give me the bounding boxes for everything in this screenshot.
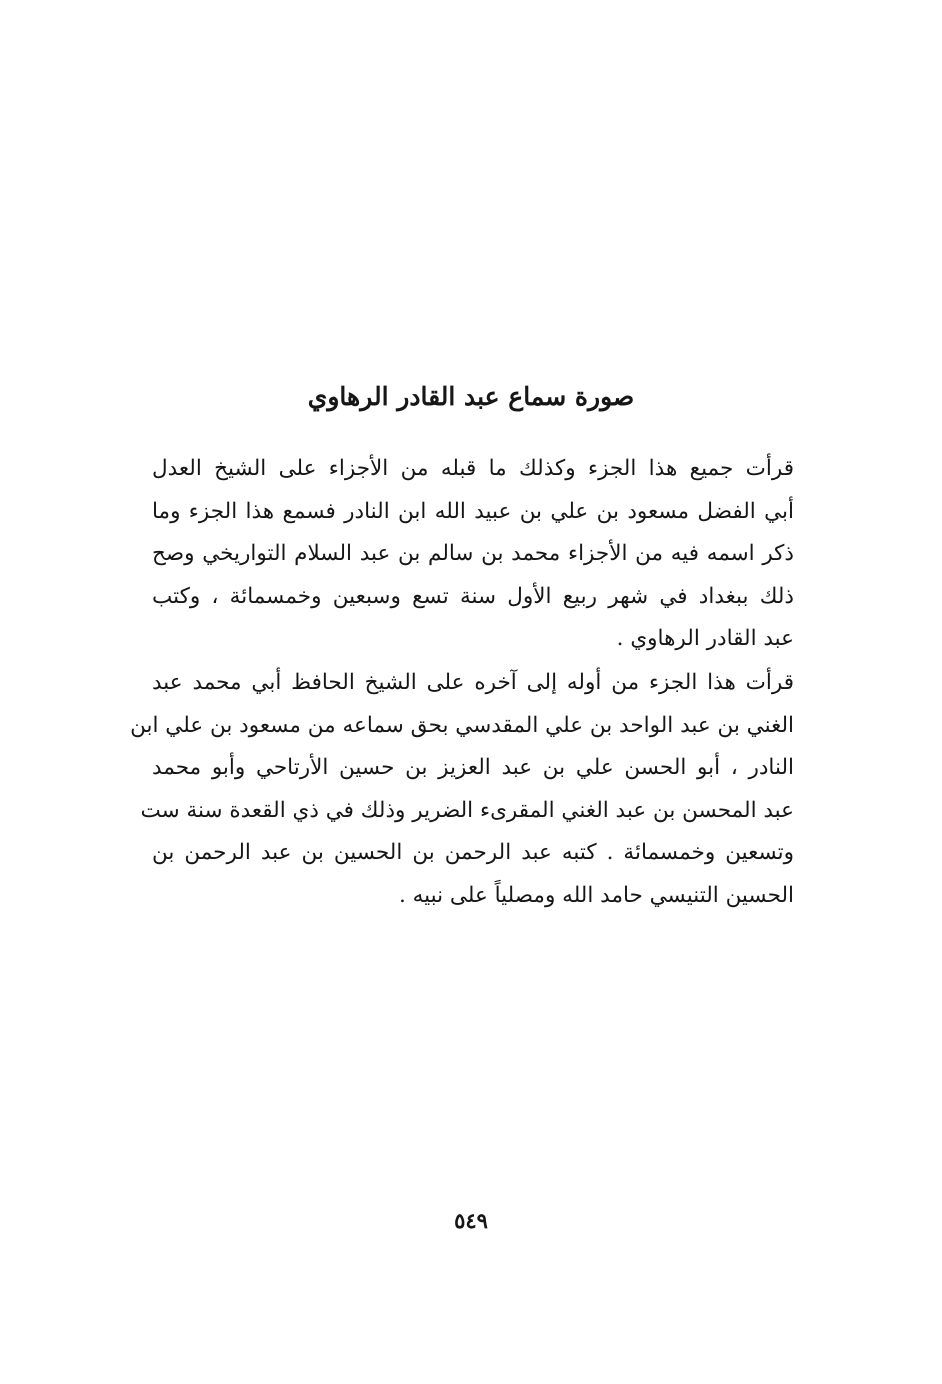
paragraph-line: قرأت جميع هذا الجزء وكذلك ما قبله من الأجزاء على الشيخ العدل <box>152 456 794 481</box>
paragraph-1 <box>152 448 794 661</box>
paragraph-line: عبد المحسن بن عبد الغني المقرىء الضرير وذلك في ذي القعدة سنة ست <box>140 797 794 823</box>
paragraph-line: قرأت هذا الجزء من أوله إلى آخره على الشيخ الحافظ أبي محمد عبد <box>152 670 794 695</box>
page-number: ٥٤٩ <box>454 1208 488 1233</box>
paragraph-line: ذكر اسمه فيه من الأجزاء محمد بن سالم بن عبد السلام التواريخي وصح <box>152 541 794 567</box>
section-heading: صورة سماع عبد القادر الرهاوي <box>307 382 635 411</box>
paragraph-line: أبي الفضل مسعود بن علي بن عبيد الله ابن النادر فسمع هذا الجزء وما <box>152 498 794 524</box>
paragraph-line: الغني بن عبد الواحد بن علي المقدسي بحق سماعه من مسعود بن علي ابن <box>130 712 794 738</box>
paragraph-line: الحسين التنيسي حامد الله ومصلياً على نبيه . <box>398 882 794 908</box>
paragraph-line: عبد القادر الرهاوي . <box>616 626 794 652</box>
paragraph-2 <box>130 662 794 918</box>
paragraph-line: ذلك ببغداد في شهر ربيع الأول سنة تسع وسبعين وخمسمائة ، وكتب <box>152 583 794 609</box>
paragraph-line: النادر ، أبو الحسن علي بن عبد العزيز بن حسين الأرتاحي وأبو محمد <box>152 755 794 781</box>
paragraph-line: وتسعين وخمسمائة . كتبه عبد الرحمن بن الحسين بن عبد الرحمن بن <box>152 840 794 866</box>
